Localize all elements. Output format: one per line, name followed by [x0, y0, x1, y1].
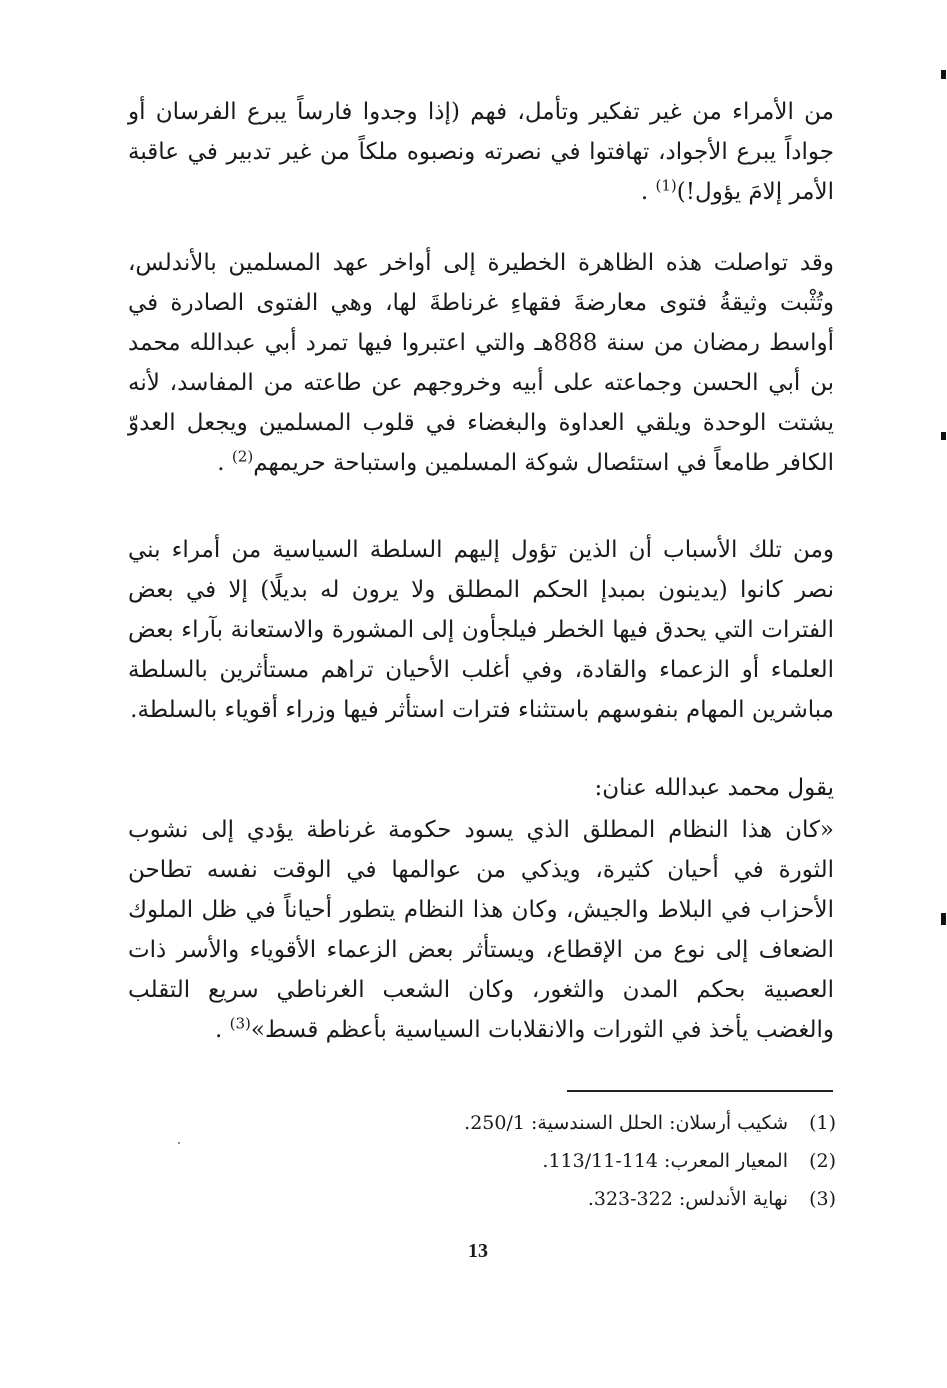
footnote-separator: [567, 1090, 833, 1092]
paragraph-political-authority: [128, 530, 834, 730]
paragraph-end-mark: .: [640, 179, 649, 205]
footnote-reference: (2): [231, 447, 254, 466]
footnote-number: (1): [809, 1112, 836, 1134]
quote-text: «كان هذا النظام المطلق الذي يسود حكومة غرناطة يؤدي إلى نشوب الثورة في أحيان كثيرة، ويذكي من عوالمها في الوقت نفسه تطاحن الأحزاب في البلاط والجيش، وكان هذا النظام يتطور أحياناً في ظل الملوك الضعاف إلى نوع من الإقطاع، ويستأثر بعض الزعماء الأقوياء والأسر ذات العصبية بحكم المدن والثغور، وكان الشعب الغرناطي سريع التقلب والغضب يأخذ في الثورات والانقلابات السياسية بأعظم قسط»: [128, 817, 834, 1043]
scan-edge-mark: [941, 913, 946, 925]
scan-edge-mark: [941, 432, 946, 440]
footnote-text: المعيار المعرب: 114-113/11.: [542, 1150, 788, 1172]
paragraph-text: من الأمراء من غير تفكير وتأمل، فهم (إذا وجدوا فارساً يبرع الفرسان أو جواداً يبرع الأجواد، تهافتوا في نصرته ونصبوه ملكاً من غير تدبير في عاقبة الأمر إلامَ يؤول!): [128, 99, 834, 205]
block-quote: [128, 810, 834, 1050]
paragraph-end-mark: .: [215, 1017, 223, 1043]
footnote-number: (2): [809, 1150, 836, 1172]
paragraph-continuation: [128, 92, 834, 212]
footnote-reference: (1): [655, 176, 677, 195]
paragraph-end-mark: .: [217, 450, 225, 476]
scan-speck: [178, 1142, 180, 1144]
footnotes-list: [300, 1104, 836, 1218]
paragraph-fatwa: [128, 243, 834, 483]
footnote-reference: (3): [229, 1014, 251, 1033]
page-number: 13: [468, 1240, 488, 1262]
paragraph-text: وقد تواصلت هذه الظاهرة الخطيرة إلى أواخر عهد المسلمين بالأندلس، وتُثْبت وثيقةُ فتوى معارضةَ فقهاءِ غرناطةَ لها، وهي الفتوى الصادرة في أواسط رمضان من سنة 888هـ والتي اعتبروا فيها تمرد أبي عبدالله محمد بن أبي الحسن وجماعته على أبيه وخروجهم عن طاعته من المفاسد، لأنه يشتت الوحدة ويلقي العداوة والبغضاء في قلوب المسلمين ويجعل العدوّ الكافر طامعاً في استئصال شوكة المسلمين واستباحة حريمهم: [128, 250, 834, 476]
footnote-text: شكيب أرسلان: الحلل السندسية: 250/1.: [464, 1112, 788, 1134]
quote-introduction: [128, 768, 834, 808]
footnote-item: [300, 1142, 836, 1180]
footnote-number: (3): [809, 1188, 836, 1210]
footnote-item: [300, 1180, 836, 1218]
paragraph-text: ومن تلك الأسباب أن الذين تؤول إليهم السلطة السياسية من أمراء بني نصر كانوا (يدينون بمبدإ الحكم المطلق ولا يرون له بديلًا) إلا في بعض الفترات التي يحدق فيها الخطر فيلجأون إلى المشورة والاستعانة بآراء بعض العلماء أو الزعماء والقادة، وفي أغلب الأحيان تراهم مستأثرين بالسلطة مباشرين المهام بنفوسهم باستثناء فترات استأثر فيها وزراء أقوياء بالسلطة.: [128, 537, 834, 723]
scan-edge-mark: [941, 70, 946, 79]
quote-intro-text: يقول محمد عبدالله عنان:: [594, 775, 834, 801]
footnote-text: نهاية الأندلس: 322-323.: [587, 1188, 788, 1210]
footnote-item: [300, 1104, 836, 1142]
